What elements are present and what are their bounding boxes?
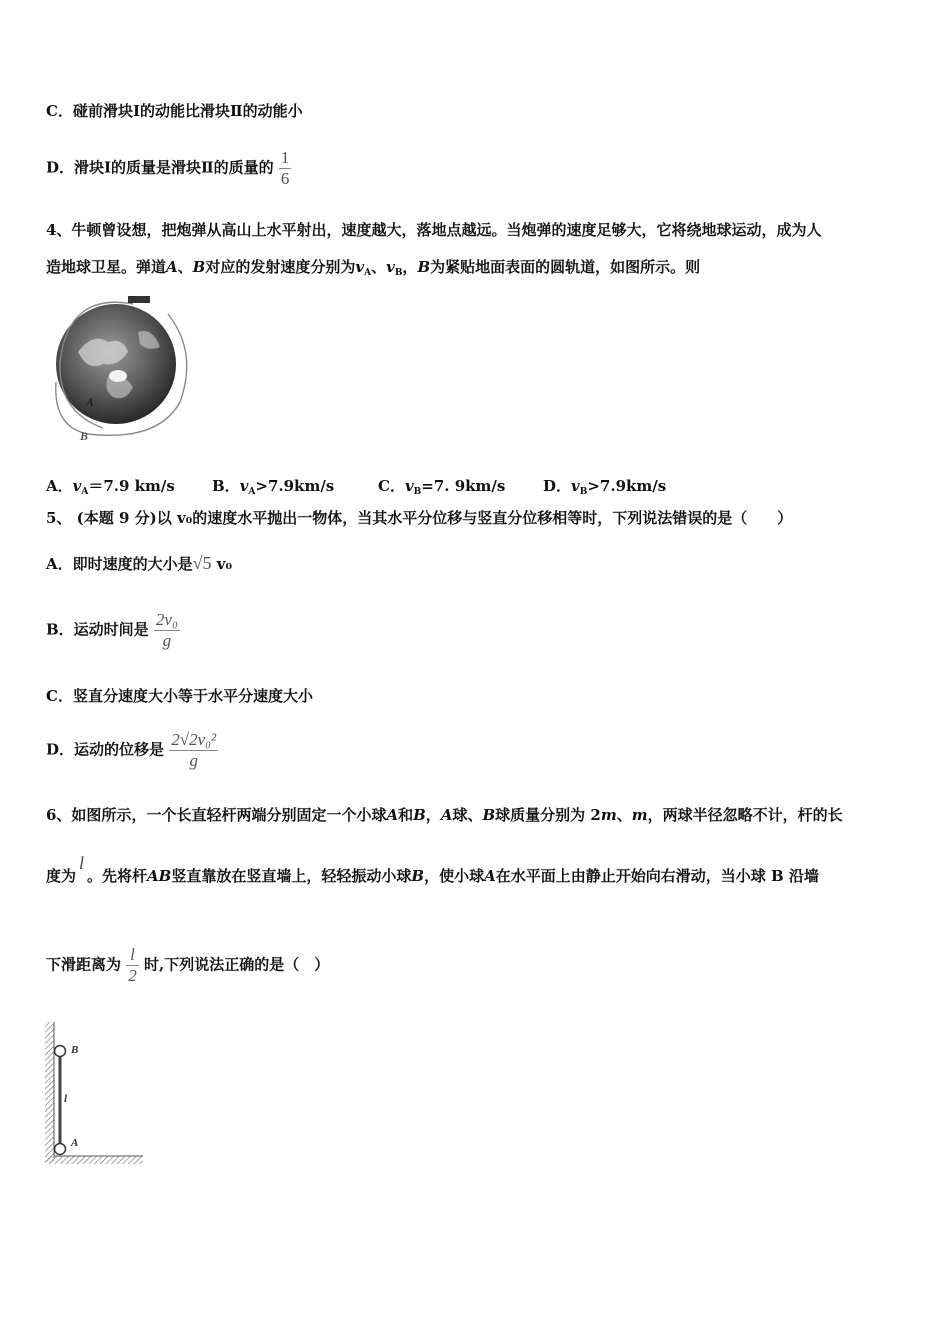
q4-option-a — [46, 475, 175, 503]
option-value: =7. 9km/s — [421, 477, 506, 495]
q6-var: A — [440, 806, 453, 824]
q6-text: 度为 — [46, 867, 77, 885]
q3-option-c: C．碰前滑块Ⅰ的动能比滑块Ⅱ的动能小 — [46, 102, 303, 120]
q4-var: A — [166, 258, 178, 276]
q6-var: A — [484, 867, 496, 885]
q6-var: B — [413, 806, 426, 824]
option-letter: B． — [212, 477, 240, 495]
ice-cap — [109, 370, 127, 382]
ball-b — [55, 1046, 66, 1057]
fraction-denominator: 6 — [280, 169, 290, 188]
q5-option-b — [46, 610, 180, 651]
q3-option-d — [46, 148, 291, 189]
fraction-denominator: g — [162, 631, 172, 650]
option-value: >7.9km/s — [587, 477, 667, 495]
cannon — [128, 296, 150, 303]
option-sub: A — [248, 487, 256, 497]
label-a: A — [86, 395, 95, 409]
q6-text: 6、如图所示，一个长直轻杆两端分别固定一个小球 — [46, 806, 387, 824]
floor — [45, 1156, 143, 1164]
q5-option-c: C．竖直分速度大小等于水平分速度大小 — [46, 687, 313, 705]
q6-text: ， — [425, 806, 441, 824]
fraction-numerator: 1 — [280, 148, 290, 167]
q4-stem-line2 — [46, 256, 700, 284]
q6-stem-line2 — [46, 853, 819, 887]
q6-text: 时,下列说法正确的是（ ） — [143, 955, 330, 974]
option-sub: B — [413, 487, 422, 497]
label-b: B — [80, 429, 89, 443]
option-var: v — [404, 477, 414, 495]
option-sub: B — [579, 487, 588, 497]
q6-var: AB — [147, 867, 172, 885]
option-text: B．运动时间是 — [46, 620, 149, 639]
option-value: ＝7.9 km/s — [88, 477, 175, 495]
rod-wall-figure — [42, 1018, 152, 1168]
fraction-denominator: 2 — [128, 966, 137, 985]
option-value: >7.9km/s — [255, 477, 335, 495]
q6-text: 下滑距离为 — [46, 955, 122, 974]
q6-text: 球质量分别为 2 — [495, 806, 601, 824]
option-text: A．即时速度的大小是 — [46, 555, 193, 573]
q4-var: B — [192, 258, 206, 276]
q6-stem-line1 — [46, 804, 843, 826]
q4-text: 对应的发射速度分别为 — [205, 258, 356, 276]
q6-text: 竖直靠放在竖直墙上，轻轻振动小球 — [171, 867, 412, 885]
ball-a — [55, 1144, 66, 1155]
q3-option-d-fraction — [279, 148, 292, 189]
q3-option-d-text: D．滑块Ⅰ的质量是滑块Ⅱ的质量的 — [46, 158, 274, 177]
q4-text: 、 — [177, 258, 193, 276]
q4-option-d — [543, 475, 666, 503]
q6-stem-line3 — [46, 945, 329, 986]
q4-var: v — [386, 258, 395, 276]
option-sub: A — [81, 487, 89, 497]
q4-stem-line1: 4、牛顿曾设想，把炮弹从高山上水平射出，速度越大，落地点越远。当炮弹的速度足够大，它将绕地球运动，成为人 — [46, 221, 822, 239]
option-letter: D． — [543, 477, 572, 495]
q6-var: m — [631, 806, 648, 824]
q4-text: 造地球卫星。弹道 — [46, 258, 167, 276]
q6-text: ，两球半径忽略不计，杆的长 — [647, 806, 843, 824]
q4-text: ， — [402, 258, 418, 276]
option-var: v — [239, 477, 249, 495]
option-text: D．运动的位移是 — [46, 740, 165, 759]
q6-var: B — [482, 806, 496, 824]
q5-option-a — [46, 552, 232, 575]
fraction-denominator: g — [189, 751, 198, 770]
q6-text: 和 — [398, 806, 414, 824]
q6-text: ，使小球 — [424, 867, 485, 885]
q6-var: A — [386, 806, 399, 824]
option-var: v — [571, 477, 580, 495]
q6-text: 、 — [616, 806, 632, 824]
q5-option-d-fraction — [169, 730, 218, 771]
q4-var: B — [417, 258, 431, 276]
q6-text: 在水平面上由静止开始向右滑动，当小球 B 沿墙 — [495, 867, 819, 885]
q6-text: 。先将杆 — [87, 867, 148, 885]
q6-text: 球、 — [452, 806, 483, 824]
label-b: B — [71, 1044, 79, 1056]
label-a: A — [71, 1137, 79, 1149]
option-text: v₀ — [216, 555, 233, 573]
wall — [45, 1022, 54, 1162]
q4-text: 为紧贴地面表面的圆轨道，如图所示。则 — [430, 258, 701, 276]
fraction-numerator: l — [126, 945, 139, 966]
fraction-numerator: 2v₀ — [155, 610, 178, 629]
q4-option-b — [212, 475, 334, 503]
q5-option-d — [46, 730, 218, 771]
q4-sub: B — [394, 268, 403, 278]
q4-sub: A — [364, 268, 372, 278]
q5-stem: 5、 (本题 9 分)以 v₀的速度水平抛出一物体，当其水平分位移与竖直分位移相等时，下列说法错误的是（ ） — [46, 509, 793, 527]
fraction-numerator: 2√2v₀² — [171, 730, 217, 749]
q6-fraction — [126, 945, 139, 986]
option-letter: C． — [378, 477, 405, 495]
label-l: l — [64, 1093, 68, 1105]
sqrt-expression: √5 — [192, 553, 212, 573]
q4-option-c — [378, 475, 505, 503]
q6-var: B — [411, 867, 425, 885]
q5-option-b-fraction — [154, 610, 180, 651]
earth-orbit-figure — [48, 292, 198, 447]
option-var: v — [72, 477, 82, 495]
q4-text: 、 — [371, 258, 387, 276]
q4-var: v — [355, 258, 365, 276]
q6-length-symbol: l — [79, 853, 85, 873]
option-letter: A． — [46, 477, 73, 495]
q6-var: m — [600, 806, 617, 824]
